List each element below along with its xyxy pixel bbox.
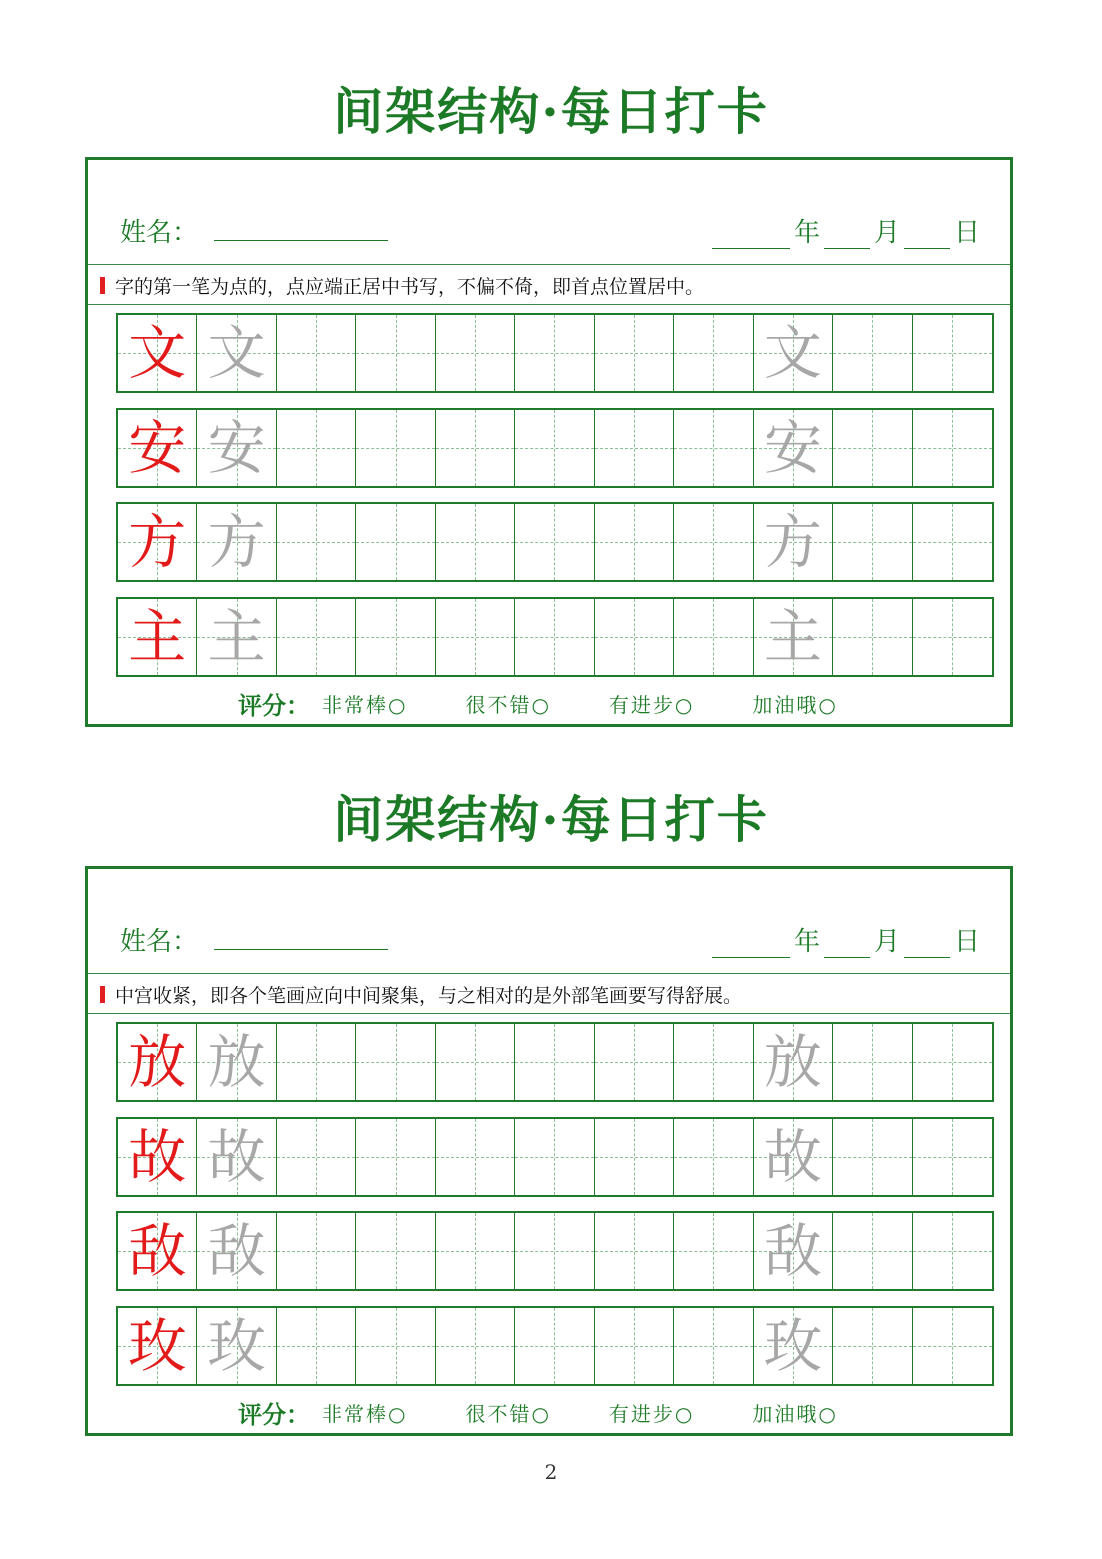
practice-cell[interactable] — [277, 1213, 356, 1289]
rating-option-keep-going[interactable]: 加油哦○ — [752, 1402, 838, 1426]
practice-cell[interactable] — [754, 504, 833, 580]
model-character: 敌 — [128, 1217, 187, 1285]
practice-row — [116, 1022, 994, 1102]
practice-cell[interactable] — [595, 410, 674, 486]
practice-row — [116, 408, 994, 488]
month-label: 月 — [873, 218, 900, 248]
divider — [88, 1013, 1010, 1014]
practice-cell[interactable] — [277, 504, 356, 580]
practice-cell[interactable] — [356, 1308, 435, 1384]
practice-cell[interactable] — [913, 599, 992, 675]
practice-cell[interactable] — [197, 599, 276, 675]
practice-row — [116, 1117, 994, 1197]
practice-cell[interactable] — [277, 1308, 356, 1384]
practice-cell[interactable] — [833, 1119, 912, 1195]
practice-cell[interactable] — [595, 315, 674, 391]
practice-cell[interactable] — [833, 1308, 912, 1384]
rating-label: 评分： — [238, 1400, 310, 1429]
instruction-marker-icon — [100, 277, 105, 294]
practice-cell[interactable] — [197, 504, 276, 580]
practice-cell[interactable] — [436, 1308, 515, 1384]
practice-cell[interactable] — [674, 504, 753, 580]
trace-character: 安 — [207, 413, 266, 482]
divider — [88, 264, 1010, 265]
practice-cell[interactable] — [913, 1119, 992, 1195]
practice-cell[interactable] — [674, 1308, 753, 1384]
practice-cell[interactable] — [595, 504, 674, 580]
trace-character: 文 — [207, 319, 266, 387]
rating-option-excellent[interactable]: 非常棒○ — [322, 1402, 408, 1426]
year-label: 年 — [793, 927, 820, 957]
rating-label: 评分： — [238, 691, 310, 720]
rating-bar — [238, 686, 838, 721]
practice-cell[interactable] — [913, 410, 992, 486]
practice-cell[interactable] — [436, 599, 515, 675]
trace-character: 敌 — [207, 1217, 266, 1285]
practice-cell[interactable] — [277, 315, 356, 391]
practice-cell[interactable] — [595, 1308, 674, 1384]
practice-cell[interactable] — [197, 1119, 276, 1195]
practice-cell[interactable] — [118, 1024, 197, 1100]
trace-character: 故 — [207, 1122, 266, 1191]
practice-card — [85, 157, 1013, 727]
practice-row — [116, 313, 994, 393]
practice-row — [116, 1306, 994, 1386]
practice-row — [116, 502, 994, 582]
practice-cell[interactable] — [277, 410, 356, 486]
practice-cell[interactable] — [674, 410, 753, 486]
practice-cell[interactable] — [436, 315, 515, 391]
practice-cell[interactable] — [595, 1119, 674, 1195]
rating-option-excellent[interactable]: 非常棒○ — [322, 693, 408, 717]
practice-cell[interactable] — [197, 410, 276, 486]
practice-cell[interactable] — [595, 1024, 674, 1100]
date-field — [708, 212, 980, 249]
model-character: 故 — [128, 1122, 187, 1191]
practice-cell[interactable] — [118, 504, 197, 580]
practice-cell[interactable] — [913, 1308, 992, 1384]
section-title: 间架结构·每日打卡 — [333, 82, 769, 141]
practice-cell[interactable] — [356, 315, 435, 391]
instruction — [100, 272, 704, 299]
practice-cell[interactable] — [674, 599, 753, 675]
section-title: 间架结构·每日打卡 — [333, 790, 769, 849]
instruction — [100, 981, 742, 1008]
trace-character: 故 — [763, 1122, 822, 1191]
practice-cell[interactable] — [754, 315, 833, 391]
practice-row — [116, 1211, 994, 1291]
date-field — [708, 921, 980, 958]
practice-cell[interactable] — [515, 504, 594, 580]
practice-cell[interactable] — [833, 315, 912, 391]
practice-cell[interactable] — [833, 1024, 912, 1100]
trace-character: 文 — [763, 319, 822, 387]
practice-cell[interactable] — [674, 1213, 753, 1289]
trace-character: 主 — [763, 602, 822, 671]
rating-option-progress[interactable]: 有进步○ — [608, 1402, 695, 1426]
year-blank[interactable] — [712, 931, 790, 958]
instruction-text: 字的第一笔为点的，点应端正居中书写，不偏不倚，即首点位置居中。 — [115, 276, 705, 298]
practice-cell[interactable] — [118, 315, 197, 391]
model-character: 安 — [128, 413, 187, 482]
practice-cell[interactable] — [674, 1024, 753, 1100]
trace-character: 主 — [207, 602, 266, 671]
practice-cell[interactable] — [515, 1024, 594, 1100]
practice-cell[interactable] — [436, 1024, 515, 1100]
page-number: 2 — [544, 1460, 558, 1484]
practice-cell[interactable] — [277, 1024, 356, 1100]
trace-character: 玫 — [207, 1311, 266, 1380]
model-character: 文 — [128, 319, 187, 387]
rating-option-keep-going[interactable]: 加油哦○ — [752, 693, 838, 717]
practice-cell[interactable] — [833, 504, 912, 580]
practice-cell[interactable] — [595, 599, 674, 675]
trace-character: 安 — [763, 413, 822, 482]
trace-character: 放 — [207, 1028, 266, 1096]
practice-cell[interactable] — [754, 1308, 833, 1384]
practice-cell[interactable] — [913, 315, 992, 391]
divider — [88, 304, 1010, 305]
practice-cell[interactable] — [674, 1119, 753, 1195]
practice-cell[interactable] — [515, 410, 594, 486]
rating-option-good[interactable]: 很不错○ — [465, 693, 551, 717]
day-blank[interactable] — [904, 931, 950, 958]
model-character: 方 — [128, 508, 187, 576]
practice-cell[interactable] — [754, 599, 833, 675]
day-label: 日 — [953, 927, 980, 957]
practice-cell[interactable] — [913, 1213, 992, 1289]
practice-cell[interactable] — [118, 410, 197, 486]
practice-cell[interactable] — [197, 1024, 276, 1100]
practice-cell[interactable] — [515, 315, 594, 391]
practice-cell[interactable] — [356, 504, 435, 580]
year-blank[interactable] — [712, 222, 790, 249]
practice-cell[interactable] — [118, 1308, 197, 1384]
practice-cell[interactable] — [118, 599, 197, 675]
rating-bar — [238, 1395, 838, 1430]
practice-cell[interactable] — [833, 1213, 912, 1289]
trace-character: 敌 — [763, 1217, 822, 1285]
practice-cell[interactable] — [277, 599, 356, 675]
practice-cell[interactable] — [356, 1119, 435, 1195]
name-field[interactable] — [214, 240, 388, 241]
trace-character: 放 — [763, 1028, 822, 1096]
practice-row — [116, 597, 994, 677]
instruction-marker-icon — [100, 986, 105, 1003]
practice-cell[interactable] — [754, 1213, 833, 1289]
divider — [88, 973, 1010, 974]
practice-cell[interactable] — [833, 599, 912, 675]
practice-cell[interactable] — [118, 1119, 197, 1195]
name-field[interactable] — [214, 949, 388, 950]
practice-cell[interactable] — [833, 410, 912, 486]
model-character: 放 — [128, 1028, 187, 1096]
practice-cell[interactable] — [436, 504, 515, 580]
month-blank[interactable] — [824, 931, 870, 958]
rating-option-good[interactable]: 很不错○ — [465, 1402, 551, 1426]
instruction-text: 中宫收紧，即各个笔画应向中间聚集，与之相对的是外部笔画要写得舒展。 — [115, 985, 743, 1007]
practice-cell[interactable] — [436, 1119, 515, 1195]
name-label: 姓名： — [120, 218, 199, 248]
year-label: 年 — [793, 218, 820, 248]
name-label: 姓名： — [120, 927, 199, 957]
month-blank[interactable] — [824, 222, 870, 249]
practice-cell[interactable] — [277, 1119, 356, 1195]
practice-cell[interactable] — [913, 1024, 992, 1100]
practice-cell[interactable] — [515, 599, 594, 675]
model-character: 玫 — [128, 1311, 187, 1380]
practice-cell[interactable] — [595, 1213, 674, 1289]
trace-character: 玫 — [763, 1311, 822, 1380]
practice-cell[interactable] — [197, 1213, 276, 1289]
practice-cell[interactable] — [197, 315, 276, 391]
rating-option-progress[interactable]: 有进步○ — [608, 693, 695, 717]
trace-character: 方 — [763, 508, 822, 576]
practice-cell[interactable] — [674, 315, 753, 391]
practice-cell[interactable] — [515, 1308, 594, 1384]
practice-cell[interactable] — [197, 1308, 276, 1384]
practice-cell[interactable] — [436, 1213, 515, 1289]
practice-cell[interactable] — [118, 1213, 197, 1289]
trace-character: 方 — [207, 508, 266, 576]
model-character: 主 — [128, 602, 187, 671]
practice-cell[interactable] — [515, 1119, 594, 1195]
day-blank[interactable] — [904, 222, 950, 249]
practice-card — [85, 866, 1013, 1436]
practice-cell[interactable] — [515, 1213, 594, 1289]
practice-cell[interactable] — [436, 410, 515, 486]
practice-cell[interactable] — [356, 410, 435, 486]
practice-cell[interactable] — [356, 1024, 435, 1100]
practice-cell[interactable] — [754, 1024, 833, 1100]
day-label: 日 — [953, 218, 980, 248]
practice-cell[interactable] — [356, 599, 435, 675]
practice-cell[interactable] — [754, 410, 833, 486]
practice-cell[interactable] — [356, 1213, 435, 1289]
month-label: 月 — [873, 927, 900, 957]
practice-cell[interactable] — [913, 504, 992, 580]
practice-cell[interactable] — [754, 1119, 833, 1195]
